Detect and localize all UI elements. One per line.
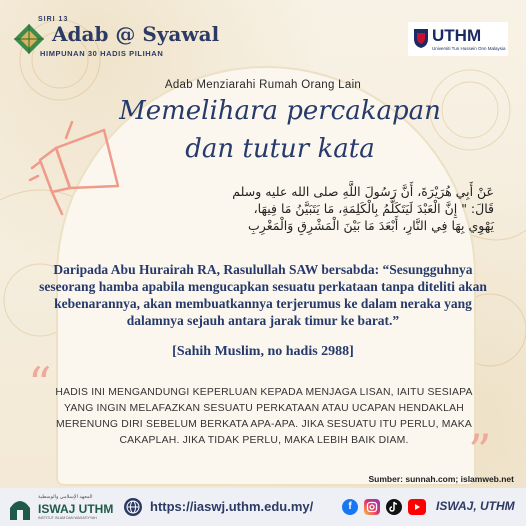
university-name: UTHM [432, 26, 482, 45]
close-quote-icon: ” [468, 424, 492, 478]
hadith-explanation: HADIS INI MENGANDUNGI KEPERLUAN KEPADA MENJAGA LISAN, IAITU SESIAPA YANG INGIN MELAFAZKAN SESUATU PERKATAAN ATAU UCAPAN HENDAKLAH MERENUNG DIRI SEBELUM BERKATA APA-APA. JIKA SESUATU ITU PERLU, MAKA CAKAPLAH. JIKA TIDAK PERLU, MAKA LEBIH BAIK DIAM. [55, 387, 473, 446]
footer-bar [0, 488, 526, 526]
university-full-name: Universiti Tun Hussein Onn Malaysia [432, 46, 506, 51]
series-label: SIRI 13 [38, 16, 69, 23]
instagram-icon[interactable] [364, 499, 380, 515]
series-logo [12, 16, 220, 60]
globe-icon [124, 498, 142, 516]
social-handle: ISWAJ, UTHM [436, 499, 515, 513]
page-title-line1: Memelihara percakapan [119, 96, 441, 126]
facebook-icon[interactable]: f [342, 499, 358, 515]
arabic-line: قَالَ: " إِنَّ الْعَبْدَ لَيَتَكَلَّمُ بِالْكَلِمَةِ، مَا يَتَبَيَّنُ مَا فِيهَا، [253, 201, 494, 216]
megaphone-illustration-icon [26, 118, 126, 218]
arabic-line: يَهْوِي بِهَا فِي النَّارِ، أَبْعَدَ مَا بَيْنَ الْمَشْرِقِ وَالْمَغْرِبِ [248, 218, 494, 233]
iswaj-name: ISWAJ UTHM [38, 502, 114, 516]
brand-subtitle: HIMPUNAN 30 HADIS PILIHAN [40, 49, 164, 58]
iswaj-logo [8, 492, 120, 522]
tiktok-icon[interactable] [386, 499, 402, 515]
arabic-line: عَنْ أَبِي هُرَيْرَةَ، أَنَّ رَسُولَ اللَّهِ صلى الله عليه وسلم [232, 184, 494, 199]
brand-title: Adab @ Syawal [52, 22, 220, 46]
sources-text: Sumber: sunnah.com; islamweb.net [368, 474, 514, 484]
website-link[interactable]: https://iaswj.uthm.edu.my/ [150, 499, 314, 514]
page-title-line2: dan tutur kata [185, 134, 375, 164]
iswaj-subtitle: INSTITUT ISLAM DAN WASATIYYAH [38, 516, 97, 520]
hadith-arabic-text [150, 183, 494, 234]
uthm-logo [408, 22, 508, 56]
hadith-translation: Daripada Abu Hurairah RA, Rasulullah SAW bersabda: “Sesungguhnya seseorang hamba apabila mengucapkan sesuatu perkataan tanpa diteliti akan kebenarannya, akan membuatkannya terjerumus ke dalam neraka yang dalamnya sejauh antara jarak timur ke barat.” [39, 262, 487, 328]
open-quote-icon: “ [28, 357, 52, 411]
uthm-crest-icon [412, 27, 430, 49]
hadith-reference: [Sahih Muslim, no hadis 2988] [172, 344, 354, 359]
youtube-icon[interactable] [408, 499, 426, 515]
iswaj-arabic-name: المعهد الإسلامي والوسطية [38, 494, 93, 500]
mosque-dome-icon [8, 492, 32, 522]
page-subtitle: Adab Menziarahi Rumah Orang Lain [164, 79, 362, 91]
